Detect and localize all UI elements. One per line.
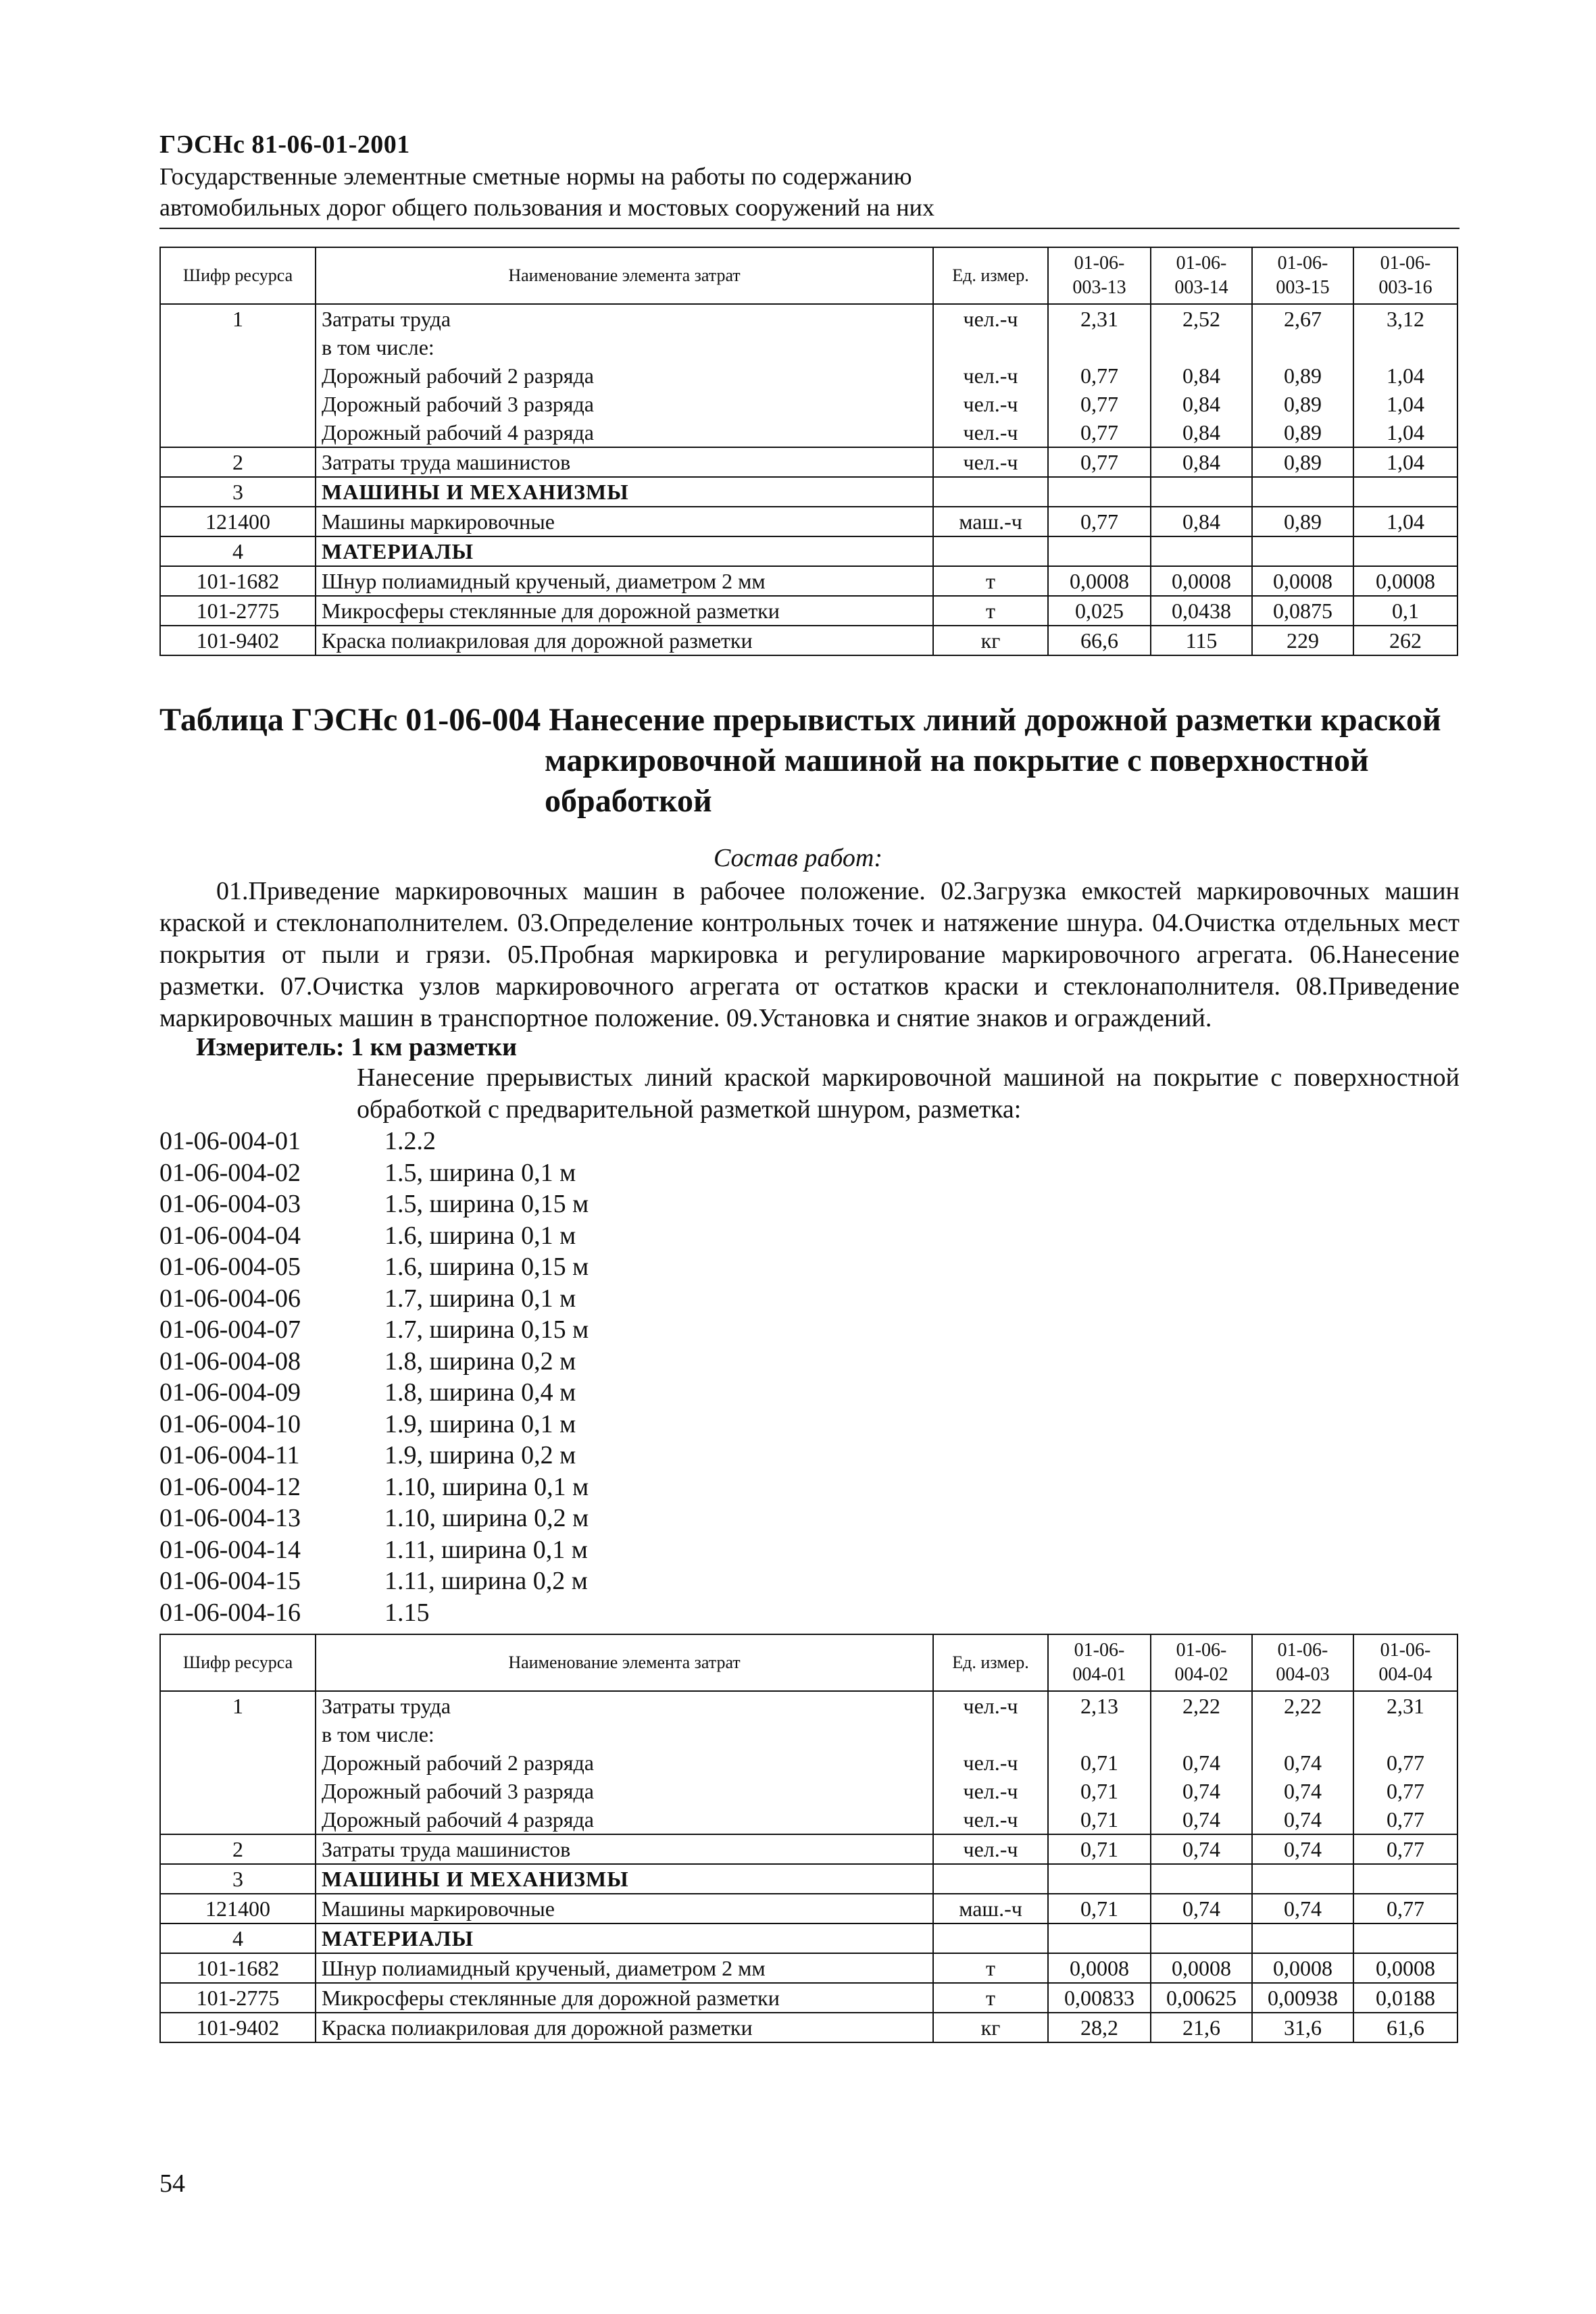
norm-code: 01-06-004-09 (159, 1378, 301, 1407)
cell-resource-code (160, 390, 316, 418)
cell-resource-code: 101-2775 (160, 1983, 316, 2013)
table-row (160, 390, 1457, 418)
table-row (160, 1983, 1457, 2013)
cell-unit (933, 1864, 1048, 1894)
norm-marking: 1.11, ширина 0,1 м (384, 1535, 588, 1564)
table-row (160, 507, 1457, 536)
table-header-row (160, 1634, 1457, 1691)
table-row (160, 304, 1457, 333)
cell-value (1151, 477, 1252, 507)
cell-value (1151, 1864, 1252, 1894)
cell-value (1048, 1720, 1151, 1749)
cell-value: 0,0008 (1353, 1953, 1457, 1983)
cell-value (1048, 477, 1151, 507)
cell-value: 0,77 (1048, 418, 1151, 447)
cell-unit: чел.-ч (933, 418, 1048, 447)
table-row (160, 566, 1457, 596)
cell-resource-code (160, 418, 316, 447)
cell-value: 1,04 (1353, 390, 1457, 418)
cell-element-name: Машины маркировочные (316, 507, 933, 536)
header-norm-code: 01-06- 003-13 (1048, 247, 1151, 304)
cell-resource-code: 101-1682 (160, 1953, 316, 1983)
work-composition-text: 01.Приведение маркировочных машин в рабочее положение. 02.Загрузка емкостей маркировочных машин краской и стеклонаполнителем. 03.Определение контрольных точек и натяжение шнура. 04.Очистка отдельных мест покрытия от пыли и грязи. 05.Пробная маркировка и регулирование маркировочного агрегата. 06.Нанесение разметки. 07.Очистка узлов маркировочного агрегата от остатков краски и стеклонаполнителя. 08.Приведение маркировочных машин в транспортное положение. 09.Установка и снятие знаков и ограждений. (159, 877, 1460, 1032)
cell-value (1353, 1923, 1457, 1953)
list-item (159, 1472, 589, 1503)
cell-value: 61,6 (1353, 2013, 1457, 2042)
list-item (159, 1283, 589, 1315)
cell-value (1252, 477, 1353, 507)
cell-resource-code (160, 1720, 316, 1749)
cell-value (1353, 333, 1457, 361)
cell-resource-code (160, 1777, 316, 1805)
cell-unit: чел.-ч (933, 390, 1048, 418)
cell-resource-code: 121400 (160, 507, 316, 536)
norm-marking: 1.7, ширина 0,1 м (384, 1284, 576, 1313)
cell-resource-code: 2 (160, 1834, 316, 1864)
header-norm-code: 01-06- 004-01 (1048, 1634, 1151, 1691)
cell-value: 2,31 (1353, 1691, 1457, 1720)
norm-marking: 1.5, ширина 0,15 м (384, 1190, 589, 1218)
cell-value: 28,2 (1048, 2013, 1151, 2042)
cell-element-name: МАШИНЫ И МЕХАНИЗМЫ (316, 1864, 933, 1894)
table-row (160, 536, 1457, 566)
cell-value: 0,77 (1353, 1894, 1457, 1923)
cell-value (1048, 333, 1151, 361)
cell-value: 0,74 (1252, 1805, 1353, 1834)
cell-resource-code: 1 (160, 304, 316, 333)
cell-value: 21,6 (1151, 2013, 1252, 2042)
cell-value (1252, 536, 1353, 566)
table-row (160, 626, 1457, 655)
cell-unit: чел.-ч (933, 361, 1048, 390)
cell-unit: чел.-ч (933, 1834, 1048, 1864)
table-row (160, 1691, 1457, 1720)
cell-resource-code: 101-1682 (160, 566, 316, 596)
cell-resource-code: 121400 (160, 1894, 316, 1923)
table-row (160, 1777, 1457, 1805)
cell-value: 0,84 (1151, 447, 1252, 477)
cell-value (1353, 536, 1457, 566)
cell-element-name: Затраты труда (316, 304, 933, 333)
list-item (159, 1126, 589, 1157)
norm-code: 01-06-004-14 (159, 1535, 301, 1564)
norm-marking: 1.15 (384, 1598, 430, 1627)
norm-code: 01-06-004-08 (159, 1347, 301, 1376)
cell-unit: т (933, 1983, 1048, 2013)
cell-value: 0,84 (1151, 390, 1252, 418)
header-norm-code: 01-06- 004-03 (1252, 1634, 1353, 1691)
header-divider (159, 228, 1460, 229)
cell-unit (933, 1720, 1048, 1749)
cell-element-name: Затраты труда машинистов (316, 1834, 933, 1864)
cell-unit: чел.-ч (933, 1805, 1048, 1834)
cell-value: 0,74 (1252, 1777, 1353, 1805)
table-row (160, 1923, 1457, 1953)
cell-value: 0,74 (1252, 1894, 1353, 1923)
cell-value: 1,04 (1353, 418, 1457, 447)
cell-value: 0,0008 (1252, 1953, 1353, 1983)
cell-value (1353, 477, 1457, 507)
cell-unit (933, 1923, 1048, 1953)
cell-value (1048, 1864, 1151, 1894)
table-row (160, 1894, 1457, 1923)
cell-element-name: Дорожный рабочий 4 разряда (316, 1805, 933, 1834)
norm-code: 01-06-004-07 (159, 1315, 301, 1344)
header-element-name: Наименование элемента затрат (316, 1634, 933, 1691)
cell-value: 0,0188 (1353, 1983, 1457, 2013)
norm-marking: 1.9, ширина 0,1 м (384, 1409, 576, 1438)
cell-element-name: Краска полиакриловая для дорожной разметки (316, 626, 933, 655)
cell-unit: кг (933, 2013, 1048, 2042)
table-row (160, 2013, 1457, 2042)
cell-value: 0,74 (1151, 1777, 1252, 1805)
cell-value: 0,71 (1048, 1749, 1151, 1777)
cell-value: 0,74 (1252, 1834, 1353, 1864)
cell-value (1151, 1720, 1252, 1749)
list-item (159, 1534, 589, 1566)
list-item (159, 1377, 589, 1409)
norm-marking: 1.10, ширина 0,2 м (384, 1504, 589, 1532)
section-title-line-2: маркировочной машиной на покрытие с поверхностной (545, 743, 1369, 778)
cell-element-name: Шнур полиамидный крученый, диаметром 2 мм (316, 566, 933, 596)
table-row (160, 333, 1457, 361)
cell-value: 0,0008 (1252, 566, 1353, 596)
cell-value (1353, 1720, 1457, 1749)
cell-value: 0,89 (1252, 390, 1353, 418)
cell-unit: чел.-ч (933, 1777, 1048, 1805)
list-item (159, 1597, 589, 1629)
cell-value (1252, 1864, 1353, 1894)
norm-code: 01-06-004-05 (159, 1253, 301, 1281)
norm-marking: 1.9, ширина 0,2 м (384, 1441, 576, 1469)
section-title-line-3: обработкой (545, 783, 712, 819)
cell-value: 0,71 (1048, 1777, 1151, 1805)
cell-value (1252, 1923, 1353, 1953)
cell-value (1151, 333, 1252, 361)
table-row (160, 1834, 1457, 1864)
header-element-name: Наименование элемента затрат (316, 247, 933, 304)
cell-value: 0,89 (1252, 418, 1353, 447)
header-unit: Ед. измер. (933, 1634, 1048, 1691)
table-row (160, 1749, 1457, 1777)
cell-resource-code (160, 1749, 316, 1777)
cell-value: 0,77 (1353, 1834, 1457, 1864)
cell-value (1048, 1923, 1151, 1953)
cell-unit: чел.-ч (933, 1749, 1048, 1777)
cell-value: 66,6 (1048, 626, 1151, 655)
work-composition-heading: Состав работ: (713, 844, 883, 872)
cell-value: 0,77 (1353, 1749, 1457, 1777)
cell-element-name: Дорожный рабочий 3 разряда (316, 1777, 933, 1805)
cell-value: 2,22 (1151, 1691, 1252, 1720)
cell-value: 3,12 (1353, 304, 1457, 333)
cell-value (1252, 333, 1353, 361)
cell-value: 0,0008 (1048, 566, 1151, 596)
cell-element-name: МАШИНЫ И МЕХАНИЗМЫ (316, 477, 933, 507)
cell-value (1252, 1720, 1353, 1749)
cell-element-name: Затраты труда (316, 1691, 933, 1720)
cell-value: 2,52 (1151, 304, 1252, 333)
list-item (159, 1314, 589, 1346)
cell-value: 2,31 (1048, 304, 1151, 333)
cell-resource-code: 101-9402 (160, 626, 316, 655)
cell-element-name: МАТЕРИАЛЫ (316, 1923, 933, 1953)
norm-code: 01-06-004-04 (159, 1221, 301, 1250)
cell-value: 0,00625 (1151, 1983, 1252, 2013)
norm-table-004 (159, 1634, 1458, 2043)
header-norm-code: 01-06- 003-15 (1252, 247, 1353, 304)
header-unit: Ед. измер. (933, 247, 1048, 304)
cell-element-name: Микросферы стеклянные для дорожной разметки (316, 1983, 933, 2013)
header-resource-code: Шифр ресурса (160, 247, 316, 304)
cell-value: 0,0008 (1353, 566, 1457, 596)
norm-marking: 1.8, ширина 0,4 м (384, 1378, 576, 1407)
cell-value: 262 (1353, 626, 1457, 655)
cell-value: 0,84 (1151, 418, 1252, 447)
list-item (159, 1503, 589, 1534)
list-item (159, 1251, 589, 1283)
cell-resource-code: 1 (160, 1691, 316, 1720)
cell-unit: т (933, 566, 1048, 596)
cell-resource-code (160, 333, 316, 361)
cell-element-name: Дорожный рабочий 2 разряда (316, 1749, 933, 1777)
cell-resource-code (160, 361, 316, 390)
cell-value (1151, 1923, 1252, 1953)
cell-value: 0,0438 (1151, 596, 1252, 626)
cell-value: 0,1 (1353, 596, 1457, 626)
table-row (160, 477, 1457, 507)
cell-value: 0,77 (1048, 507, 1151, 536)
header-resource-code: Шифр ресурса (160, 1634, 316, 1691)
header-norm-code: 01-06- 003-16 (1353, 247, 1457, 304)
cell-element-name: в том числе: (316, 1720, 933, 1749)
cell-unit: чел.-ч (933, 1691, 1048, 1720)
norm-table-003 (159, 247, 1458, 656)
cell-value: 31,6 (1252, 2013, 1353, 2042)
cell-value: 0,00938 (1252, 1983, 1353, 2013)
list-item (159, 1565, 589, 1597)
cell-value: 0,84 (1151, 361, 1252, 390)
cell-value: 1,04 (1353, 447, 1457, 477)
cell-value: 0,74 (1151, 1749, 1252, 1777)
list-item (159, 1409, 589, 1440)
cell-element-name: Дорожный рабочий 3 разряда (316, 390, 933, 418)
list-item (159, 1346, 589, 1378)
cell-element-name: Машины маркировочные (316, 1894, 933, 1923)
table-row (160, 1720, 1457, 1749)
cell-value: 0,0008 (1151, 1953, 1252, 1983)
cell-value: 0,71 (1048, 1894, 1151, 1923)
cell-value: 0,71 (1048, 1834, 1151, 1864)
cell-unit (933, 333, 1048, 361)
cell-unit: маш.-ч (933, 507, 1048, 536)
cell-element-name: Микросферы стеклянные для дорожной разметки (316, 596, 933, 626)
table-header-row (160, 247, 1457, 304)
table-row (160, 596, 1457, 626)
cell-value: 0,0008 (1151, 566, 1252, 596)
cell-resource-code: 4 (160, 536, 316, 566)
norm-code: 01-06-004-03 (159, 1190, 301, 1218)
document-subtitle-line-2: автомобильных дорог общего пользования и мостовых сооружений на них (159, 194, 934, 221)
cell-value: 0,77 (1048, 447, 1151, 477)
cell-value: 2,13 (1048, 1691, 1151, 1720)
cell-unit (933, 477, 1048, 507)
norm-code: 01-06-004-12 (159, 1472, 301, 1501)
cell-value: 0,77 (1353, 1777, 1457, 1805)
list-item (159, 1157, 589, 1189)
cell-value: 0,025 (1048, 596, 1151, 626)
norm-marking: 1.10, ширина 0,1 м (384, 1472, 589, 1501)
cell-value: 115 (1151, 626, 1252, 655)
cell-value: 1,04 (1353, 507, 1457, 536)
norm-marking: 1.6, ширина 0,1 м (384, 1221, 576, 1250)
cell-value: 0,00833 (1048, 1983, 1151, 2013)
table-row (160, 1805, 1457, 1834)
cell-resource-code: 3 (160, 1864, 316, 1894)
cell-unit (933, 536, 1048, 566)
cell-element-name: Шнур полиамидный крученый, диаметром 2 мм (316, 1953, 933, 1983)
cell-resource-code: 4 (160, 1923, 316, 1953)
table-row (160, 1953, 1457, 1983)
cell-value: 0,71 (1048, 1805, 1151, 1834)
cell-unit: маш.-ч (933, 1894, 1048, 1923)
norm-marking: 1.2.2 (384, 1127, 436, 1155)
cell-element-name: Затраты труда машинистов (316, 447, 933, 477)
cell-unit: чел.-ч (933, 304, 1048, 333)
cell-value: 0,0008 (1048, 1953, 1151, 1983)
header-norm-code: 01-06- 003-14 (1151, 247, 1252, 304)
norm-code: 01-06-004-02 (159, 1158, 301, 1187)
cell-unit: т (933, 596, 1048, 626)
page-number: 54 (159, 2169, 185, 2198)
cell-resource-code: 2 (160, 447, 316, 477)
cell-unit: кг (933, 626, 1048, 655)
header-norm-code: 01-06- 004-04 (1353, 1634, 1457, 1691)
cell-value: 229 (1252, 626, 1353, 655)
list-item (159, 1220, 589, 1252)
cell-element-name: Дорожный рабочий 2 разряда (316, 361, 933, 390)
cell-value: 0,89 (1252, 507, 1353, 536)
norm-code: 01-06-004-10 (159, 1409, 301, 1438)
list-item (159, 1188, 589, 1220)
norm-code: 01-06-004-06 (159, 1284, 301, 1313)
cell-value (1151, 536, 1252, 566)
cell-value: 0,77 (1048, 390, 1151, 418)
norm-code: 01-06-004-16 (159, 1598, 301, 1627)
cell-value: 0,89 (1252, 361, 1353, 390)
cell-value (1353, 1864, 1457, 1894)
cell-value (1048, 536, 1151, 566)
cell-resource-code: 3 (160, 477, 316, 507)
cell-value: 0,89 (1252, 447, 1353, 477)
cell-resource-code: 101-9402 (160, 2013, 316, 2042)
cell-value: 1,04 (1353, 361, 1457, 390)
norm-marking: 1.7, ширина 0,15 м (384, 1315, 589, 1344)
norm-code: 01-06-004-01 (159, 1127, 301, 1155)
header-norm-code: 01-06- 004-02 (1151, 1634, 1252, 1691)
cell-value: 0,74 (1151, 1834, 1252, 1864)
cell-value: 0,77 (1353, 1805, 1457, 1834)
cell-value: 0,74 (1151, 1805, 1252, 1834)
norm-code: 01-06-004-13 (159, 1504, 301, 1532)
norm-marking: 1.8, ширина 0,2 м (384, 1347, 576, 1376)
measure-unit: Измеритель: 1 км разметки (196, 1033, 518, 1061)
table-row (160, 1864, 1457, 1894)
cell-unit: чел.-ч (933, 447, 1048, 477)
norm-code: 01-06-004-11 (159, 1441, 300, 1469)
cell-value: 0,84 (1151, 507, 1252, 536)
norm-code: 01-06-004-15 (159, 1567, 301, 1595)
cell-element-name: в том числе: (316, 333, 933, 361)
table-row (160, 361, 1457, 390)
cell-resource-code (160, 1805, 316, 1834)
list-item (159, 1440, 589, 1472)
cell-value: 0,77 (1048, 361, 1151, 390)
table-row (160, 418, 1457, 447)
cell-value: 0,74 (1252, 1749, 1353, 1777)
section-title-line-1: Таблица ГЭСНс 01-06-004 Нанесение прерывистых линий дорожной разметки краской (159, 702, 1441, 738)
cell-value: 0,0875 (1252, 596, 1353, 626)
norm-marking: 1.11, ширина 0,2 м (384, 1567, 588, 1595)
cell-value: 2,22 (1252, 1691, 1353, 1720)
cell-element-name: МАТЕРИАЛЫ (316, 536, 933, 566)
cell-value: 0,74 (1151, 1894, 1252, 1923)
cell-resource-code: 101-2775 (160, 596, 316, 626)
cell-unit: т (933, 1953, 1048, 1983)
table-row (160, 447, 1457, 477)
cell-element-name: Краска полиакриловая для дорожной разметки (316, 2013, 933, 2042)
norm-marking: 1.5, ширина 0,1 м (384, 1158, 576, 1187)
cell-element-name: Дорожный рабочий 4 разряда (316, 418, 933, 447)
document-subtitle-line-1: Государственные элементные сметные нормы на работы по содержанию (159, 163, 912, 190)
document-code: ГЭСНс 81-06-01-2001 (159, 130, 410, 159)
norm-list (159, 1126, 589, 1628)
cell-value: 2,67 (1252, 304, 1353, 333)
norm-marking: 1.6, ширина 0,15 м (384, 1253, 589, 1281)
norm-description: Нанесение прерывистых линий краской маркировочной машиной на покрытие с поверхностной обработкой с предварительной разметкой шнуром, разметка: (357, 1063, 1460, 1124)
